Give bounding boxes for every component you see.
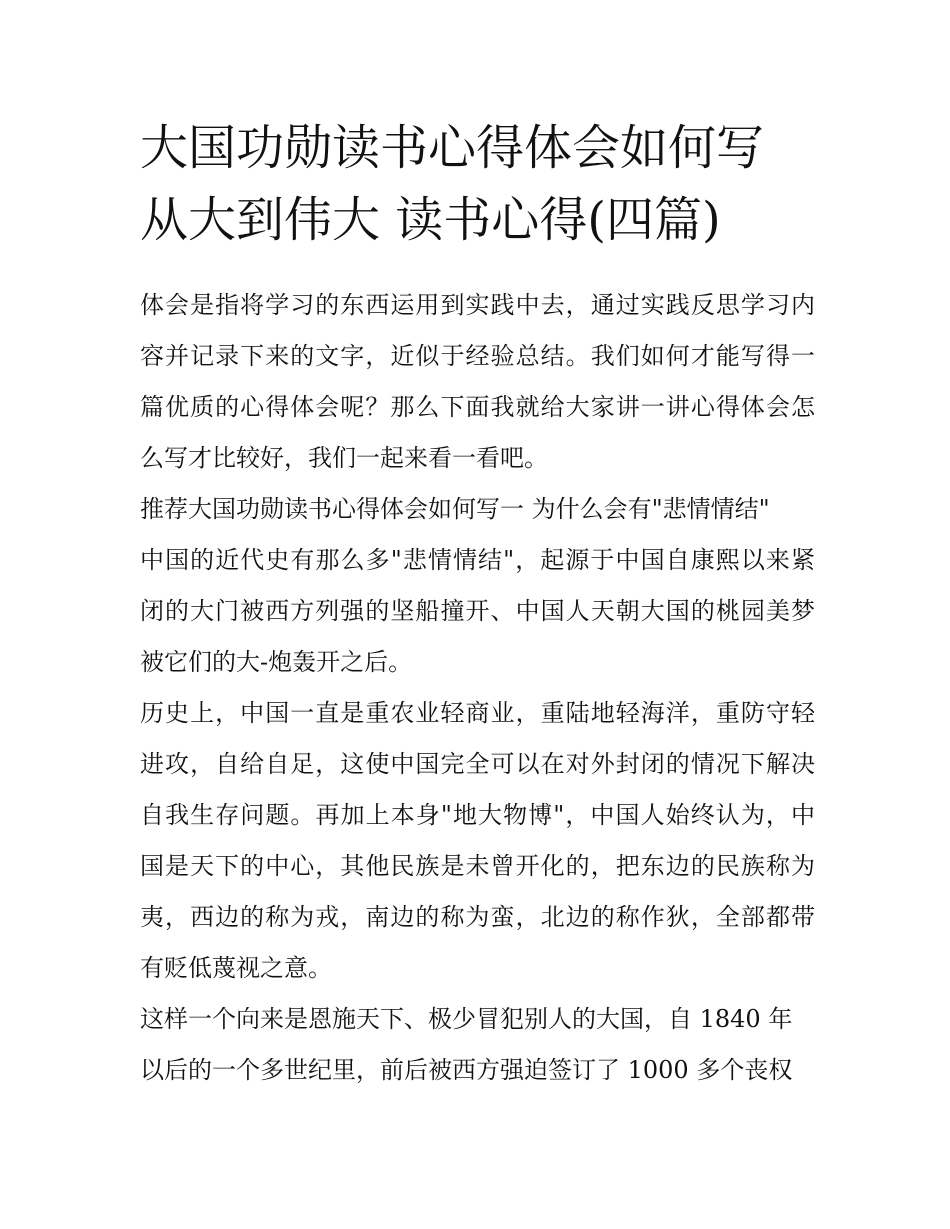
title-line: 大国功勋读书心得体会如何写 bbox=[140, 120, 765, 176]
paragraph-1-line: 么写才比较好，我们一起来看一看吧。 bbox=[140, 444, 548, 472]
paragraph-1-line: 容并记录下来的文字，近似于经验总结。我们如何才能写得一 bbox=[140, 342, 815, 370]
paragraph-4-line: 自我生存问题。再加上本身"地大物博"，中国人始终认为，中 bbox=[140, 801, 815, 829]
paragraph-1-line: 体会是指将学习的东西运用到实践中去，通过实践反思学习内 bbox=[140, 291, 815, 319]
paragraph-2-line: 推荐大国功勋读书心得体会如何写一 为什么会有"悲情情结" bbox=[140, 495, 770, 523]
paragraph-4-line: 有贬低蔑视之意。 bbox=[140, 954, 332, 982]
paragraph-3-line: 被它们的大-炮轰开之后。 bbox=[140, 648, 413, 676]
paragraph-4-line: 夷，西边的称为戎，南边的称为蛮，北边的称作狄，全部都带 bbox=[140, 903, 815, 931]
paragraph-4-line: 国是天下的中心，其他民族是未曾开化的，把东边的民族称为 bbox=[140, 852, 815, 880]
document-body bbox=[140, 280, 815, 1096]
paragraph-3-line: 中国的近代史有那么多"悲情情结"，起源于中国自康熙以来紧 bbox=[140, 546, 815, 574]
paragraph-4-line: 历史上，中国一直是重农业轻商业，重陆地轻海洋，重防守轻 bbox=[140, 699, 815, 727]
title-line: 从大到伟大 读书心得(四篇) bbox=[140, 192, 721, 248]
paragraph-4-line: 进攻，自给自足，这使中国完全可以在对外封闭的情况下解决 bbox=[140, 750, 815, 778]
paragraph-5-line: 以后的一个多世纪里，前后被西方强迫签订了 1000 多个丧权 bbox=[140, 1056, 793, 1084]
paragraph-3-line: 闭的大门被西方列强的坚船撞开、中国人天朝大国的桃园美梦 bbox=[140, 597, 815, 625]
document-title bbox=[140, 112, 820, 256]
paragraph-5-line: 这样一个向来是恩施天下、极少冒犯别人的大国，自 1840 年 bbox=[140, 1005, 793, 1033]
paragraph-1-line: 篇优质的心得体会呢？那么下面我就给大家讲一讲心得体会怎 bbox=[140, 393, 815, 421]
